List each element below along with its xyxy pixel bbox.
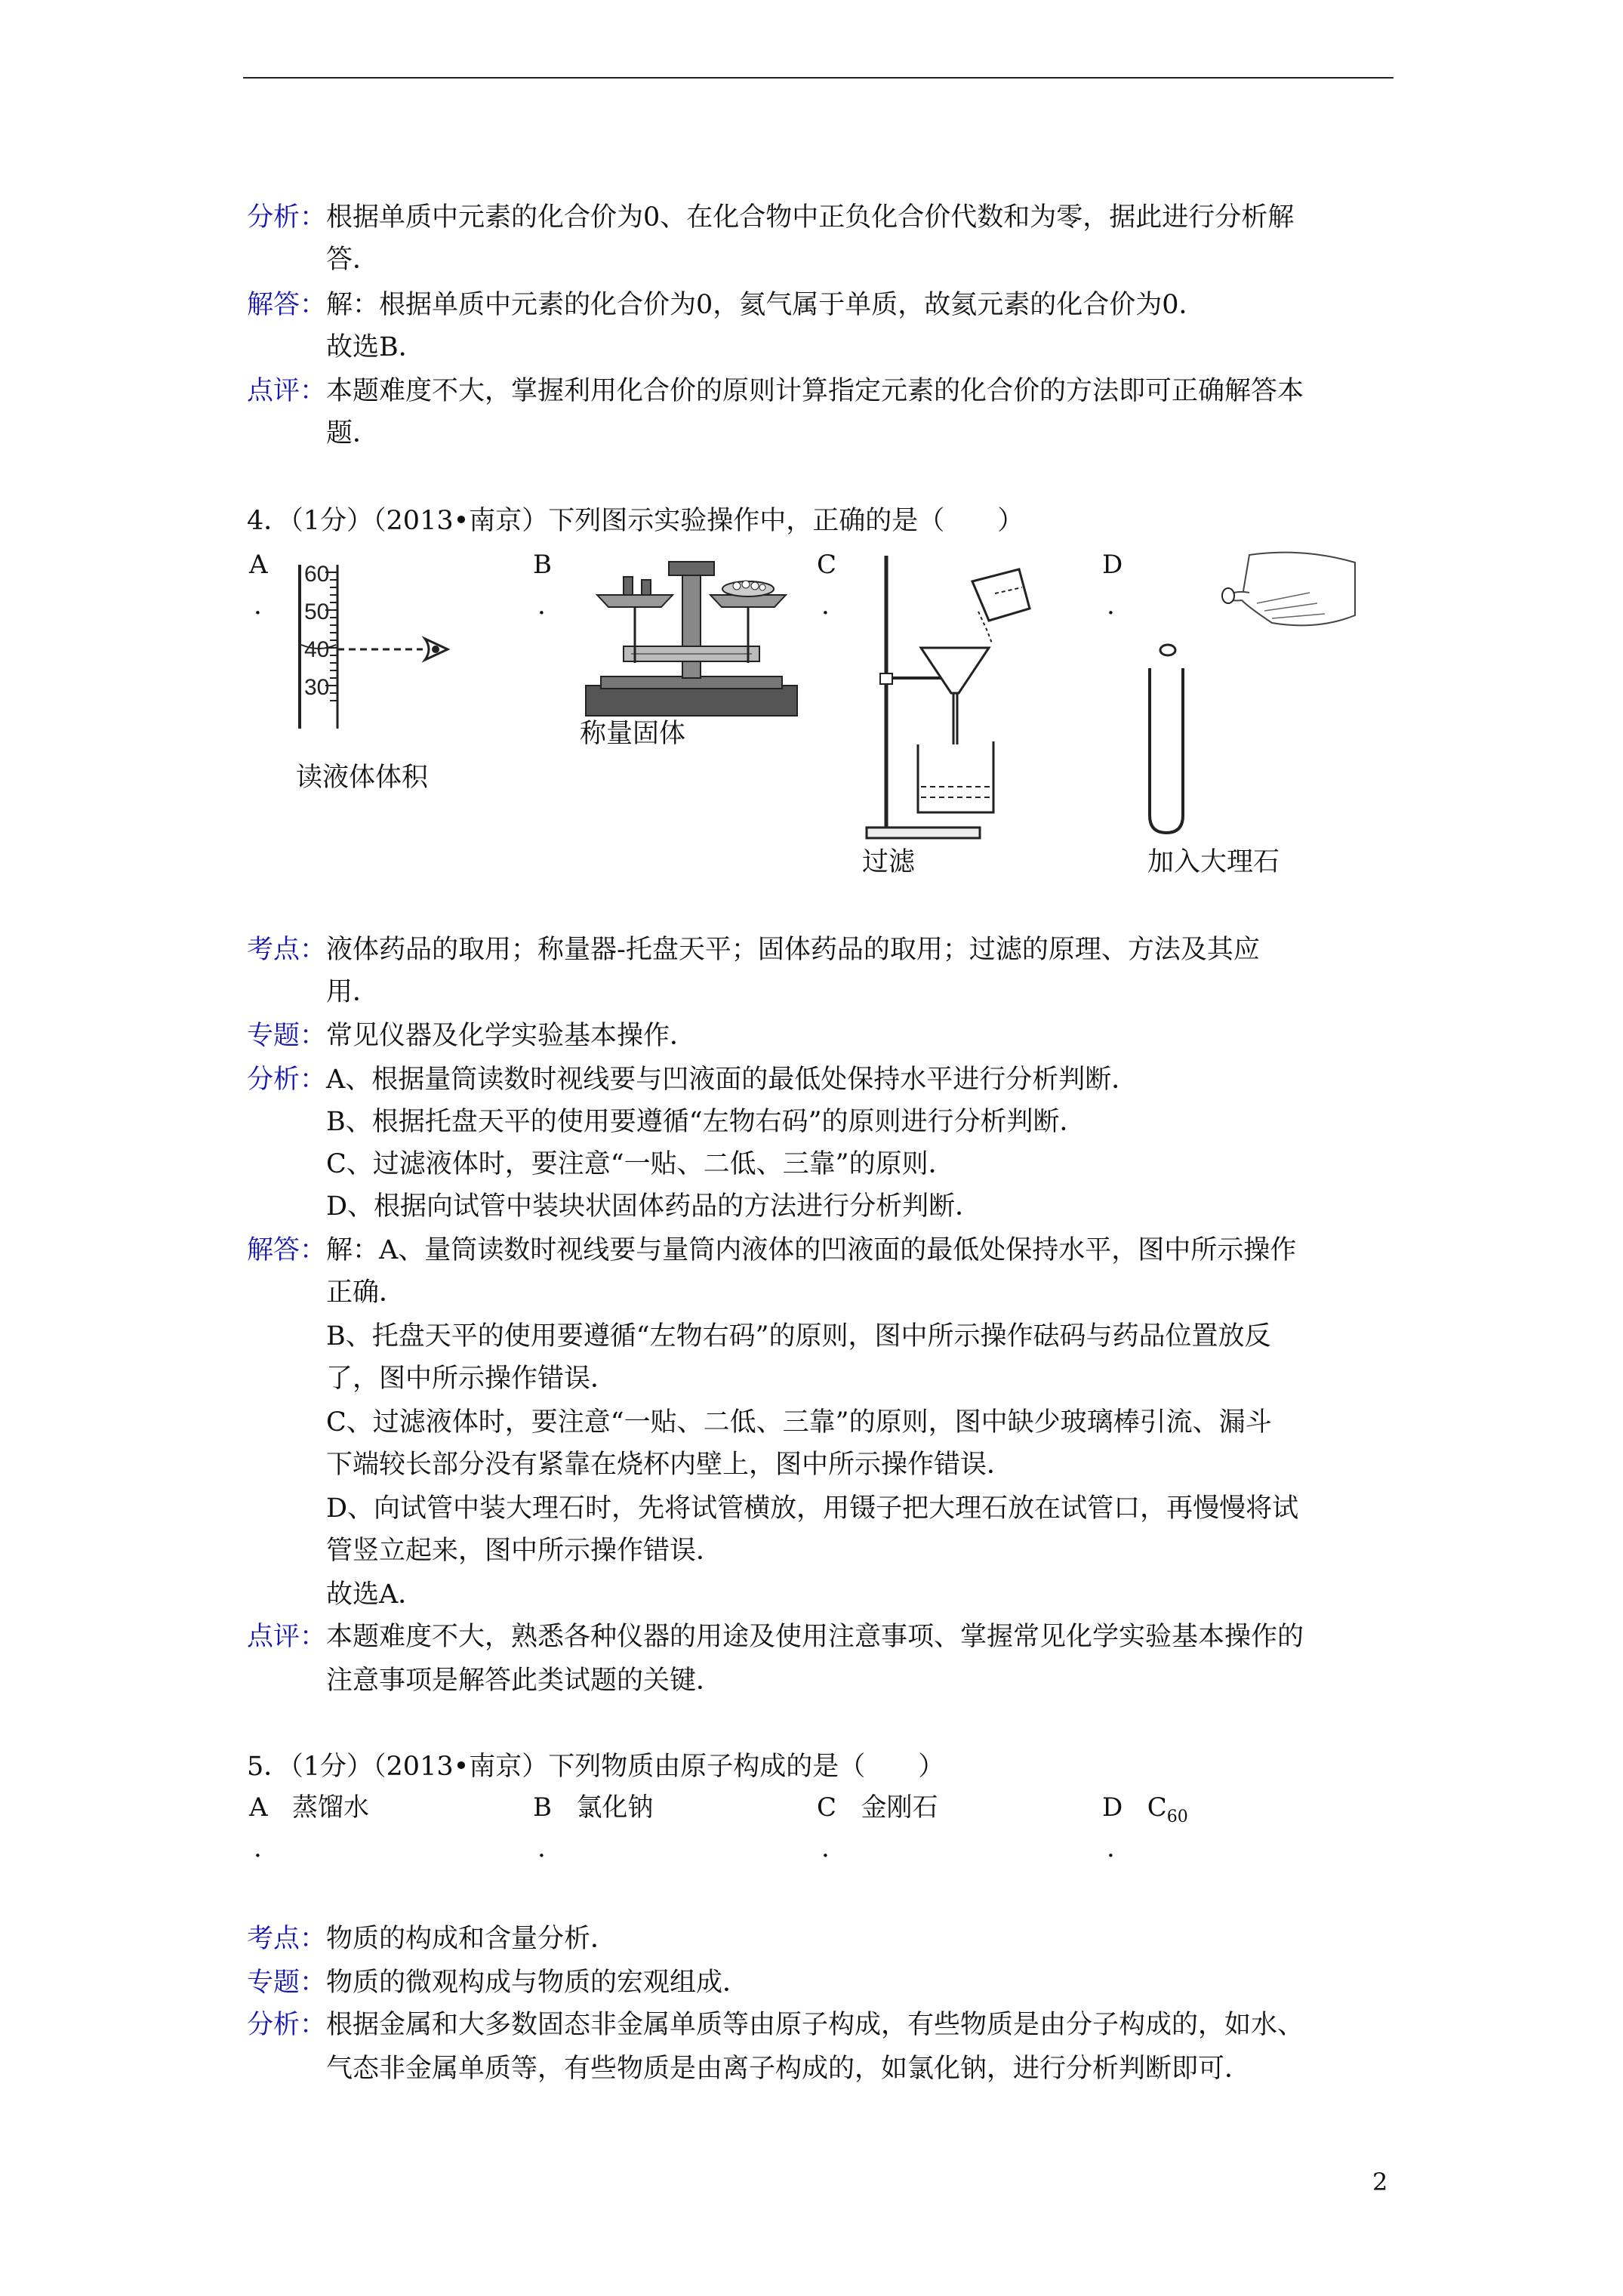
q4-analysis-line-4: D、根据向试管中装块状固体药品的方法进行分析判断．	[326, 1191, 982, 1222]
q5-zhuanti-line: 专题：物质的微观构成与物质的宏观组成．	[247, 1968, 750, 1998]
q4-option-b-dot: .	[537, 590, 546, 621]
q4-option-d-dot: .	[1107, 590, 1115, 621]
scale-label-40: 40	[304, 637, 330, 662]
comment-label: 点评：	[247, 1622, 327, 1652]
test-tube-figure	[1129, 547, 1370, 842]
scale-label-60: 60	[304, 562, 330, 587]
zhuanti-label: 专题：	[247, 1021, 327, 1051]
q3-comment-line-1: 点评：本题难度不大，掌握利用化合价的原则计算指定元素的化合价的方法即可正确解答本	[247, 376, 1304, 406]
q5-kaodian-line: 考点：物质的构成和含量分析．	[247, 1924, 617, 1954]
q4-answer-line-6: 下端较长部分没有紧靠在烧杯内壁上，图中所示操作错误．	[326, 1450, 1014, 1480]
q5-analysis-line-2: 气态非金属单质等，有些物质是由离子构成的，如氯化钠，进行分析判断即可．	[326, 2054, 1252, 2084]
q4-answer-line-8: 管竖立起来，图中所示操作错误．	[326, 1536, 723, 1566]
q5-option-c: C 金刚石	[817, 1792, 938, 1823]
q3-answer-line-2: 故选B．	[326, 332, 425, 362]
q4-stem: 4．（1分）（2013•南京）下列图示实验操作中，正确的是（ ）	[247, 506, 1024, 536]
q3-comment-line-2: 题．	[326, 418, 380, 448]
graduated-cylinder-figure	[291, 559, 472, 732]
q4-comment-line-2: 注意事项是解答此类试题的关键．	[326, 1666, 723, 1696]
answer-label: 解答：	[247, 1235, 327, 1265]
q4-analysis-line-3: C、过滤液体时，要注意“一贴、二低、三靠”的原则．	[326, 1149, 955, 1179]
q4-option-c-dot: .	[821, 590, 830, 621]
q4-answer-line-5: C、过滤液体时，要注意“一贴、二低、三靠”的原则，图中缺少玻璃棒引流、漏斗	[326, 1407, 1272, 1438]
q3-analysis-line-2: 答．	[326, 245, 380, 275]
q4-answer-line-2: 正确．	[326, 1277, 406, 1308]
q4-option-c-caption: 过滤	[862, 847, 916, 877]
q4-comment-line-1: 点评：本题难度不大，熟悉各种仪器的用途及使用注意事项、掌握常见化学实验基本操作的	[247, 1622, 1304, 1652]
kaodian-label: 考点：	[247, 1924, 327, 1954]
q5-option-b-dot: .	[537, 1833, 546, 1863]
q4-kaodian-line-1: 考点：液体药品的取用；称量器-托盘天平；固体药品的取用；过滤的原理、方法及其应	[247, 935, 1260, 965]
q3-analysis-line-1: 分析：根据单质中元素的化合价为0、在化合物中正负化合价代数和为零，据此进行分析解	[247, 202, 1295, 233]
q4-zhuanti-line: 专题：常见仪器及化学实验基本操作．	[247, 1021, 697, 1051]
q4-analysis-line-2: B、根据托盘天平的使用要遵循“左物右码”的原则进行分析判断．	[326, 1107, 1086, 1137]
q4-option-b-caption: 称量固体	[580, 719, 686, 749]
q4-answer-line-7: D、向试管中装大理石时，先将试管横放，用镊子把大理石放在试管口，再慢慢将试	[326, 1493, 1299, 1524]
q4-analysis-line-1: 分析：A、根据量筒读数时视线要与凹液面的最低处保持水平进行分析判断．	[247, 1065, 1138, 1095]
scale-label-30: 30	[304, 675, 330, 700]
q5-option-a-dot: .	[254, 1833, 262, 1863]
scale-label-50: 50	[304, 599, 330, 624]
q4-kaodian-line-2: 用．	[326, 977, 380, 1007]
answer-label: 解答：	[247, 290, 327, 320]
q4-option-d-caption: 加入大理石	[1147, 847, 1280, 877]
q5-option-d-dot: .	[1107, 1833, 1115, 1863]
q4-option-a-dot: .	[254, 590, 262, 621]
q4-option-a-caption: 读液体体积	[296, 763, 429, 793]
q5-option-d: D $C_{60}$	[1102, 1792, 1188, 1826]
analysis-label: 分析：	[247, 2010, 327, 2040]
q4-answer-line-4: 了，图中所示操作错误．	[326, 1364, 617, 1394]
q5-option-b: B 氯化钠	[533, 1792, 654, 1823]
filtration-figure	[859, 548, 1055, 843]
q3-answer-line-1: 解答：解：根据单质中元素的化合价为0，氦气属于单质，故氦元素的化合价为0．	[247, 290, 1206, 320]
q5-option-c-dot: .	[821, 1833, 830, 1863]
q5-option-a: A 蒸馏水	[249, 1792, 369, 1823]
comment-label: 点评：	[247, 376, 327, 406]
q4-answer-line-1: 解答：解：A、量筒读数时视线要与量筒内液体的凹液面的最低处保持水平，图中所示操作	[247, 1235, 1297, 1265]
analysis-label: 分析：	[247, 202, 327, 233]
q4-option-c-letter: C	[817, 550, 837, 580]
q4-option-d-letter: D	[1102, 550, 1123, 580]
analysis-label: 分析：	[247, 1065, 327, 1095]
zhuanti-label: 专题：	[247, 1968, 327, 1998]
q5-analysis-line-1: 分析：根据金属和大多数固态非金属单质等由原子构成，有些物质是由分子构成的，如水、	[247, 2010, 1304, 2040]
q4-answer-line-9: 故选A．	[326, 1579, 425, 1610]
kaodian-label: 考点：	[247, 935, 327, 965]
q4-answer-line-3: B、托盘天平的使用要遵循“左物右码”的原则，图中所示操作砝码与药品位置放反	[326, 1321, 1271, 1351]
q5-stem: 5．（1分）（2013•南京）下列物质由原子构成的是（ ）	[247, 1752, 945, 1782]
balance-figure	[578, 550, 805, 723]
q4-option-a-letter: A	[249, 550, 268, 580]
header-rule	[243, 77, 1394, 79]
q4-option-b-letter: B	[533, 550, 552, 580]
page-number: 2	[1372, 2168, 1388, 2196]
